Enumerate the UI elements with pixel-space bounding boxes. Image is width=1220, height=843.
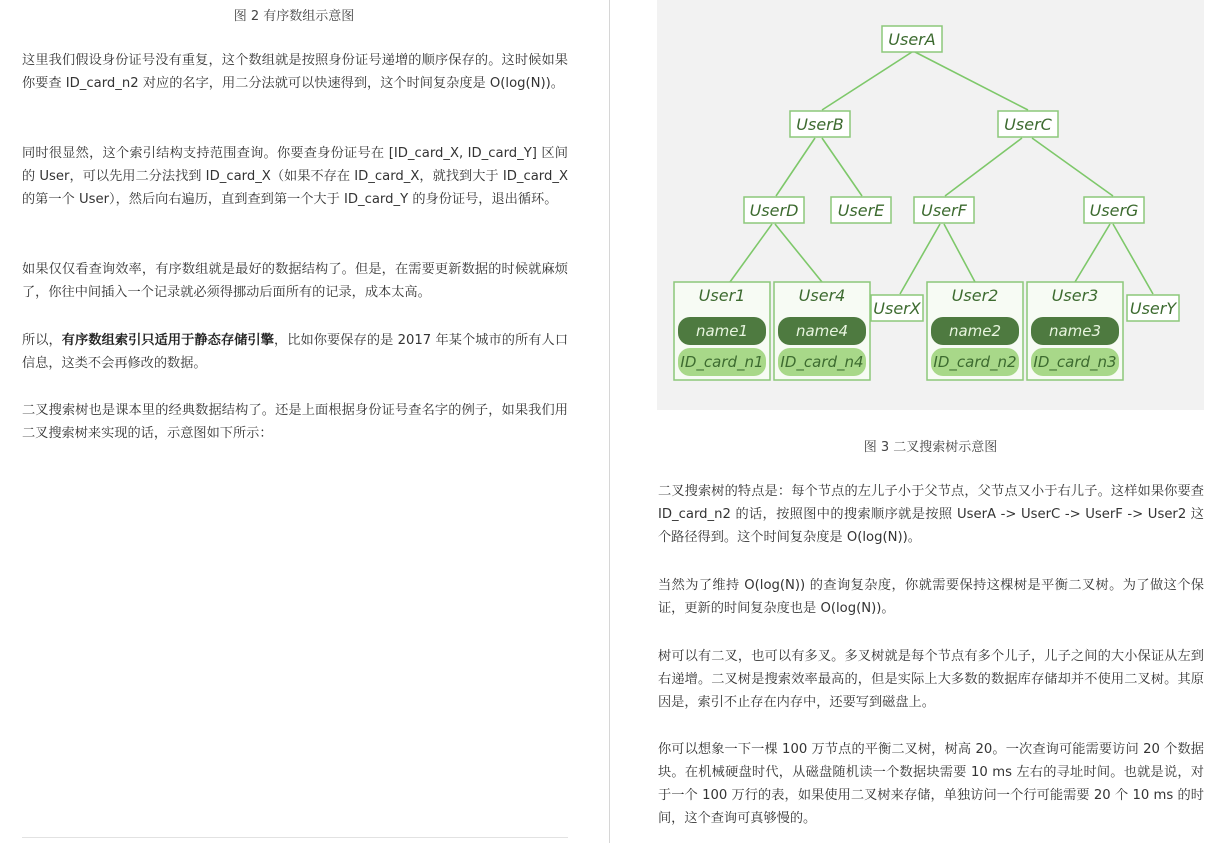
- record-user-1: [674, 282, 770, 380]
- record-user-4-label: User4: [798, 286, 846, 305]
- node-user-x-label: UserX: [873, 299, 921, 318]
- record-user-4-id: ID_card_n4: [780, 353, 864, 371]
- node-user-c: [998, 111, 1058, 137]
- edge-b-e: [822, 138, 862, 196]
- node-user-f: [914, 197, 974, 223]
- record-user-1-id: ID_card_n1: [680, 353, 764, 371]
- node-user-b-label: UserB: [796, 115, 844, 134]
- record-user-3-name: name3: [1048, 322, 1102, 340]
- node-user-a: [882, 26, 942, 52]
- paragraph-4-prefix: 所以，: [22, 333, 62, 348]
- edge-c-g: [1032, 138, 1113, 196]
- record-user-2: [927, 282, 1023, 380]
- bottom-divider: [22, 837, 568, 838]
- paragraph-2: 同时很显然，这个索引结构支持范围查询。你要查身份证号在 [ID_card_X, ID_card_Y] 区间的 User，可以先用二分法找到 ID_card_X（如果不存在 ID_card_X，就找到大于 ID_card_X 的第一个 User），然后向右遍历，直到查到第一个大于 ID_card_Y 的身份证号，退出循环。: [22, 146, 568, 207]
- edge-b-d: [776, 138, 815, 196]
- edge-c-f: [945, 138, 1022, 196]
- right-paragraph-4: 你可以想象一下一棵 100 万节点的平衡二叉树，树高 20。一次查询可能需要访问 20 个数据块。在机械硬盘时代，从磁盘随机读一个数据块需要 10 ms 左右的寻址时间。也就是说，对于一个 100 万行的表，如果使用二叉树来存储，单独访问一个行可能需要 20 个 10 ms 的时间，这个查询可真够慢的。: [658, 742, 1204, 826]
- node-user-y: [1127, 295, 1179, 321]
- bst-diagram: [657, 0, 1204, 410]
- paragraph-3: 如果仅仅看查询效率，有序数组就是最好的数据结构了。但是，在需要更新数据的时候就麻烦了，你往中间插入一个记录就必须得挪动后面所有的记录，成本太高。: [22, 262, 568, 300]
- right-paragraph-3: 树可以有二叉，也可以有多叉。多叉树就是每个节点有多个儿子，儿子之间的大小保证从左到右递增。二叉树是搜索效率最高的，但是实际上大多数的数据库存储却并不使用二叉树。其原因是，索引不止存在内存中，还要写到磁盘上。: [658, 649, 1204, 710]
- paragraph-5: 二叉搜索树也是课本里的经典数据结构了。还是上面根据身份证号查名字的例子，如果我们用二叉搜索树来实现的话，示意图如下所示：: [22, 403, 568, 441]
- record-user-4-name: name4: [795, 322, 849, 340]
- record-user-1-label: User1: [698, 286, 746, 305]
- edge-d-u1: [730, 224, 772, 282]
- node-user-d: [744, 197, 804, 223]
- edge-d-u4: [775, 224, 822, 282]
- edge-a-b: [822, 52, 912, 110]
- record-user-2-name: name2: [948, 322, 1002, 340]
- record-user-4: [774, 282, 870, 380]
- node-user-b: [790, 111, 850, 137]
- paragraph-4-bold: 有序数组索引只适用于静态存储引擎: [61, 333, 274, 348]
- bst-diagram-svg: [657, 0, 1204, 410]
- figure-3-caption: 图 3 二叉搜索树示意图: [863, 440, 998, 455]
- node-user-c-label: UserC: [1004, 115, 1052, 134]
- node-user-e-label: UserE: [837, 201, 885, 220]
- record-user-1-name: name1: [695, 322, 749, 340]
- record-user-3-label: User3: [1051, 286, 1099, 305]
- right-paragraph-2: 当然为了维持 O(log(N)) 的查询复杂度，你就需要保持这棵树是平衡二叉树。为了做这个保证，更新的时间复杂度也是 O(log(N))。: [658, 578, 1204, 616]
- record-user-2-id: ID_card_n2: [933, 353, 1017, 371]
- edge-f-u2: [944, 224, 975, 282]
- node-user-a-label: UserA: [888, 30, 936, 49]
- edge-a-c: [915, 52, 1028, 110]
- node-user-d-label: UserD: [749, 201, 799, 220]
- record-user-3-id: ID_card_n3: [1033, 353, 1117, 371]
- node-user-g: [1084, 197, 1144, 223]
- node-user-f-label: UserF: [921, 201, 967, 220]
- figure-2-caption: 图 2 有序数组示意图: [233, 9, 355, 24]
- right-paragraph-1: 二叉搜索树的特点是：每个节点的左儿子小于父节点，父节点又小于右儿子。这样如果你要查 ID_card_n2 的话，按照图中的搜索顺序就是按照 UserA -> UserC -> UserF -> User2 这个路径得到。这个时间复杂度是 O(log(N))。: [658, 484, 1204, 545]
- tree-edges: [730, 52, 1153, 294]
- record-user-2-label: User2: [951, 286, 999, 305]
- right-page: [611, 0, 1220, 843]
- node-user-x: [871, 295, 923, 321]
- paragraph-4-suffix: ，比如你要保存的是 2017 年某个城市的所有人口信息，这类不会再修改的数据。: [22, 333, 569, 371]
- edge-g-u3: [1075, 224, 1110, 282]
- paragraph-4: [22, 329, 568, 375]
- node-user-e: [831, 197, 891, 223]
- record-user-3: [1027, 282, 1123, 380]
- paragraph-1: 这里我们假设身份证号没有重复，这个数组就是按照身份证号递增的顺序保存的。这时候如果你要查 ID_card_n2 对应的名字，用二分法就可以快速得到，这个时间复杂度是 O(log(N))。: [22, 53, 568, 91]
- node-user-g-label: UserG: [1089, 201, 1139, 220]
- node-user-y-label: UserY: [1129, 299, 1177, 318]
